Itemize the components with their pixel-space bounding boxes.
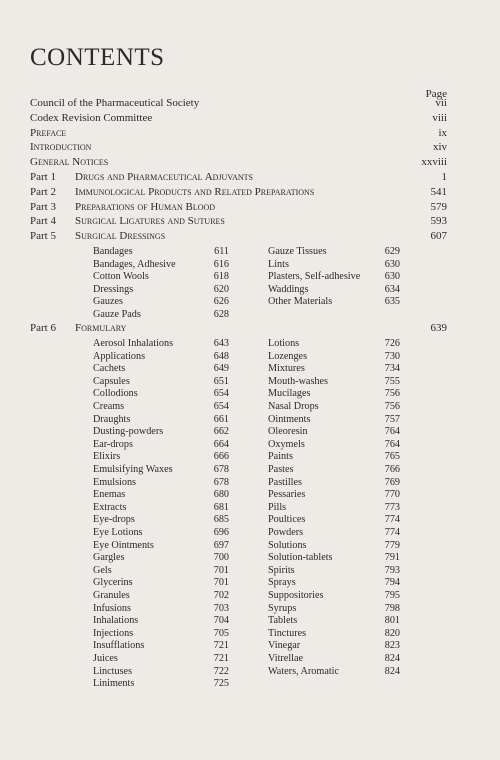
- item-page: 794: [384, 577, 400, 589]
- part6-right-item-17[interactable]: [268, 551, 400, 564]
- part6-right-item-15[interactable]: [268, 526, 400, 539]
- item-page: 628: [213, 309, 229, 320]
- entry-page: xiv: [432, 141, 447, 154]
- entry-title: Surgical Dressings: [75, 230, 166, 243]
- entry-title: General Notices: [30, 156, 109, 169]
- item-page: 654: [213, 401, 229, 412]
- item-page: 769: [384, 476, 400, 488]
- item-page: 725: [213, 678, 229, 690]
- item-page: 630: [384, 271, 400, 283]
- part5-right-item-2[interactable]: [268, 270, 400, 283]
- entry-page: xxviii: [421, 156, 447, 169]
- item-page: 643: [213, 338, 229, 349]
- toc-part-4[interactable]: [30, 214, 450, 229]
- toc-front-2[interactable]: [30, 126, 450, 141]
- item-name: Gauze Pads: [93, 309, 141, 320]
- item-name: Vitrellae: [268, 653, 304, 664]
- part6-left-item-24[interactable]: [93, 639, 229, 652]
- item-name: Bandages, Adhesive: [93, 258, 176, 270]
- item-page: 793: [384, 564, 400, 576]
- item-page: 722: [213, 665, 229, 677]
- item-page: 611: [214, 246, 229, 257]
- part6-right-item-25[interactable]: [268, 652, 400, 665]
- item-page: 649: [213, 363, 229, 375]
- part6-left-item-20[interactable]: [93, 589, 229, 602]
- item-page: 795: [384, 590, 400, 601]
- item-page: 700: [213, 552, 229, 564]
- item-name: Sprays: [268, 577, 296, 589]
- item-name: Infusions: [93, 602, 131, 614]
- toc-part-3[interactable]: [30, 200, 450, 215]
- item-page: 756: [384, 401, 400, 412]
- item-page: 702: [213, 590, 229, 601]
- item-name: Waters, Aromatic: [268, 665, 340, 677]
- part6-left-item-22[interactable]: [93, 614, 229, 627]
- part6-right-item-8[interactable]: [268, 438, 400, 451]
- part-number: Part 2: [30, 185, 56, 198]
- part5-right-item-3[interactable]: [268, 283, 400, 296]
- item-name: Pills: [268, 501, 287, 513]
- item-name: Lotions: [268, 338, 300, 349]
- part6-left-item-18[interactable]: [93, 564, 229, 577]
- part6-right-item-10[interactable]: [268, 463, 400, 476]
- part6-right-item-5[interactable]: [268, 400, 400, 413]
- item-page: 757: [384, 413, 400, 425]
- toc-front-1[interactable]: [30, 111, 450, 126]
- item-name: Paints: [268, 451, 293, 463]
- item-name: Pastes: [268, 464, 294, 475]
- part6-right-item-2[interactable]: [268, 362, 400, 375]
- item-name: Creams: [93, 401, 125, 412]
- item-page: 680: [213, 489, 229, 501]
- item-page: 696: [213, 527, 229, 538]
- part6-left-item-11[interactable]: [93, 476, 229, 489]
- item-name: Glycerins: [93, 577, 133, 589]
- entry-page: 593: [430, 215, 447, 228]
- item-name: Cachets: [93, 363, 126, 375]
- part6-left-item-10[interactable]: [93, 463, 229, 476]
- item-page: 697: [213, 539, 229, 551]
- item-name: Mixtures: [268, 363, 305, 375]
- item-name: Emulsions: [93, 476, 137, 488]
- part5-left-item-0[interactable]: [93, 245, 229, 258]
- entry-title: Council of the Pharmaceutical Society: [30, 97, 200, 109]
- part6-right-item-23[interactable]: [268, 627, 400, 640]
- part6-right-item-18[interactable]: [268, 564, 400, 577]
- item-page: 824: [384, 665, 400, 677]
- item-name: Gargles: [93, 552, 125, 564]
- item-page: 664: [213, 438, 229, 450]
- part6-left-item-6[interactable]: [93, 413, 229, 426]
- item-name: Pastilles: [268, 476, 302, 488]
- entry-title: Immunological Products and Related Preparations: [75, 185, 315, 198]
- item-page: 766: [384, 464, 400, 475]
- item-page: 791: [384, 552, 400, 564]
- part5-left-item-4[interactable]: [93, 295, 229, 308]
- item-name: Waddings: [268, 283, 309, 295]
- item-name: Ear-drops: [93, 438, 133, 450]
- part6-left-item-3[interactable]: [93, 375, 229, 388]
- part6-left-item-17[interactable]: [93, 551, 229, 564]
- item-name: Capsules: [93, 375, 130, 387]
- item-page: 755: [384, 375, 400, 387]
- part6-right-item-11[interactable]: [268, 476, 400, 489]
- item-page: 634: [384, 283, 400, 295]
- part6-left-item-9[interactable]: [93, 450, 229, 463]
- item-page: 701: [213, 577, 229, 589]
- item-page: 770: [384, 489, 400, 501]
- item-page: 721: [213, 640, 229, 652]
- part6-left-item-8[interactable]: [93, 438, 229, 451]
- item-page: 666: [213, 451, 229, 463]
- item-page: 773: [384, 501, 400, 513]
- item-page: 703: [213, 602, 229, 614]
- item-page: 618: [213, 271, 229, 283]
- item-page: 798: [384, 602, 400, 614]
- item-page: 820: [384, 627, 400, 639]
- part-number: Part 6: [30, 322, 56, 334]
- entry-title: Preface: [30, 126, 67, 139]
- item-page: 774: [384, 514, 400, 526]
- toc-front-0[interactable]: [30, 96, 450, 111]
- item-page: 756: [384, 388, 400, 400]
- part6-left-item-0[interactable]: [93, 337, 229, 350]
- item-page: 730: [384, 350, 400, 362]
- item-name: Spirits: [268, 564, 295, 576]
- item-page: 662: [213, 426, 229, 438]
- item-name: Inhalations: [93, 615, 139, 627]
- part6-left-item-4[interactable]: [93, 387, 229, 400]
- item-name: Elixirs: [93, 451, 121, 463]
- item-name: Applications: [93, 350, 146, 362]
- part6-right-item-4[interactable]: [268, 387, 400, 400]
- part5-left-item-3[interactable]: [93, 283, 229, 296]
- part6-left-item-27[interactable]: [93, 677, 229, 690]
- part-number: Part 4: [30, 215, 56, 228]
- item-name: Poultices: [268, 514, 306, 526]
- page-title: CONTENTS: [30, 44, 165, 71]
- item-page: 764: [384, 426, 400, 438]
- entry-page: vii: [435, 97, 447, 109]
- part5-left-item-5[interactable]: [93, 308, 229, 321]
- toc-front-3[interactable]: [30, 140, 450, 155]
- entry-title: Codex Revision Committee: [30, 111, 153, 124]
- item-name: Vinegar: [268, 640, 301, 652]
- item-name: Cotton Wools: [93, 271, 149, 283]
- item-name: Mucilages: [268, 388, 311, 400]
- item-name: Emulsifying Waxes: [93, 464, 173, 475]
- item-page: 620: [213, 283, 229, 295]
- entry-page: 541: [430, 185, 447, 198]
- entry-page: 579: [430, 200, 447, 213]
- item-name: Collodions: [93, 388, 138, 400]
- item-page: 774: [384, 527, 400, 538]
- entry-page: 607: [430, 230, 447, 243]
- part6-left-item-19[interactable]: [93, 576, 229, 589]
- part6-left-item-12[interactable]: [93, 488, 229, 501]
- part6-left-item-15[interactable]: [93, 526, 229, 539]
- part6-right-item-16[interactable]: [268, 539, 400, 552]
- item-name: Draughts: [93, 413, 131, 425]
- item-name: Lozenges: [268, 350, 308, 362]
- part6-right-item-13[interactable]: [268, 501, 400, 514]
- item-page: 681: [213, 501, 229, 513]
- part6-right-item-22[interactable]: [268, 614, 400, 627]
- toc-part-1[interactable]: [30, 170, 450, 185]
- item-name: Gauze Tissues: [268, 246, 327, 257]
- item-name: Gels: [93, 564, 112, 576]
- item-name: Injections: [93, 627, 134, 639]
- item-page: 629: [384, 246, 400, 257]
- item-page: 704: [213, 615, 229, 627]
- item-page: 626: [213, 296, 229, 308]
- part6-left-item-1[interactable]: [93, 350, 229, 363]
- part5-right-item-0[interactable]: [268, 245, 400, 258]
- item-name: Insufflations: [93, 640, 145, 652]
- part6-right-item-9[interactable]: [268, 450, 400, 463]
- item-name: Juices: [93, 653, 118, 664]
- part5-right-item-1[interactable]: [268, 258, 400, 271]
- item-name: Extracts: [93, 501, 127, 513]
- item-name: Eye-drops: [93, 514, 135, 526]
- entry-title: Introduction: [30, 141, 92, 154]
- part6-left-item-14[interactable]: [93, 513, 229, 526]
- part6-left-item-2[interactable]: [93, 362, 229, 375]
- item-name: Linctuses: [93, 665, 133, 677]
- part6-left-item-16[interactable]: [93, 539, 229, 552]
- entry-page: 1: [441, 171, 447, 183]
- part6-left-item-25[interactable]: [93, 652, 229, 665]
- part-number: Part 3: [30, 200, 56, 213]
- item-name: Pessaries: [268, 489, 306, 501]
- toc-part-6[interactable]: [30, 321, 450, 336]
- part6-right-item-26[interactable]: [268, 665, 400, 678]
- item-name: Dusting-powders: [93, 426, 164, 438]
- item-page: 823: [384, 640, 400, 652]
- item-page: 685: [213, 514, 229, 526]
- item-page: 779: [384, 539, 400, 551]
- part6-right-item-20[interactable]: [268, 589, 400, 602]
- part6-right-item-12[interactable]: [268, 488, 400, 501]
- item-name: Ointments: [268, 413, 311, 425]
- item-page: 705: [213, 627, 229, 639]
- part6-left-item-7[interactable]: [93, 425, 229, 438]
- item-page: 765: [384, 451, 400, 463]
- item-name: Bandages: [93, 246, 133, 257]
- toc-front-4[interactable]: [30, 155, 450, 170]
- item-page: 678: [213, 476, 229, 488]
- part6-right-item-21[interactable]: [268, 602, 400, 615]
- item-page: 651: [213, 375, 229, 387]
- entry-page: viii: [432, 111, 447, 124]
- item-name: Other Materials: [268, 296, 333, 308]
- part6-right-item-3[interactable]: [268, 375, 400, 388]
- part6-right-item-14[interactable]: [268, 513, 400, 526]
- part6-left-item-5[interactable]: [93, 400, 229, 413]
- part-number: Part 1: [30, 171, 56, 183]
- item-page: 764: [384, 438, 400, 450]
- item-page: 701: [213, 564, 229, 576]
- item-name: Suppositories: [268, 590, 324, 601]
- toc-part-2[interactable]: [30, 185, 450, 200]
- item-page: 661: [213, 413, 229, 425]
- item-name: Solution-tablets: [268, 552, 333, 564]
- entry-title: Preparations of Human Blood: [75, 200, 216, 213]
- part6-right-item-19[interactable]: [268, 576, 400, 589]
- part6-right-item-1[interactable]: [268, 350, 400, 363]
- item-name: Gauzes: [93, 296, 123, 308]
- item-name: Granules: [93, 590, 130, 601]
- part5-right-item-4[interactable]: [268, 295, 400, 308]
- item-name: Mouth-washes: [268, 375, 328, 387]
- item-name: Oxymels: [268, 438, 305, 450]
- entry-page: 639: [430, 322, 447, 334]
- item-name: Lints: [268, 258, 289, 270]
- entry-page: ix: [438, 126, 447, 139]
- item-page: 824: [384, 653, 400, 664]
- item-page: 721: [213, 653, 229, 664]
- item-name: Liniments: [93, 678, 135, 690]
- page-column-header: Page: [425, 88, 447, 100]
- item-page: 616: [213, 258, 229, 270]
- item-name: Dressings: [93, 283, 134, 295]
- part6-right-item-6[interactable]: [268, 413, 400, 426]
- part6-left-item-21[interactable]: [93, 602, 229, 615]
- item-page: 635: [384, 296, 400, 308]
- item-name: Tinctures: [268, 627, 307, 639]
- item-name: Powders: [268, 527, 304, 538]
- item-name: Enemas: [93, 489, 126, 501]
- entry-title: Formulary: [75, 322, 127, 334]
- item-page: 630: [384, 258, 400, 270]
- part6-right-item-7[interactable]: [268, 425, 400, 438]
- item-page: 726: [384, 338, 400, 349]
- part5-left-item-1[interactable]: [93, 258, 229, 271]
- item-page: 678: [213, 464, 229, 475]
- item-name: Plasters, Self-adhesive: [268, 271, 361, 283]
- item-page: 801: [384, 615, 400, 627]
- item-name: Oleoresin: [268, 426, 308, 438]
- part6-left-item-26[interactable]: [93, 665, 229, 678]
- part6-left-item-23[interactable]: [93, 627, 229, 640]
- item-name: Tablets: [268, 615, 298, 627]
- item-name: Syrups: [268, 602, 297, 614]
- toc-part-5[interactable]: [30, 229, 450, 244]
- part5-left-item-2[interactable]: [93, 270, 229, 283]
- item-page: 734: [384, 363, 400, 375]
- entry-title: Surgical Ligatures and Sutures: [75, 215, 225, 228]
- part-number: Part 5: [30, 230, 56, 243]
- item-name: Aerosol Inhalations: [93, 338, 174, 349]
- item-page: 648: [213, 350, 229, 362]
- item-page: 654: [213, 388, 229, 400]
- part6-left-item-13[interactable]: [93, 501, 229, 514]
- item-name: Nasal Drops: [268, 401, 319, 412]
- part6-right-item-0[interactable]: [268, 337, 400, 350]
- entry-title: Drugs and Pharmaceutical Adjuvants: [75, 171, 253, 183]
- part6-right-item-24[interactable]: [268, 639, 400, 652]
- item-name: Eye Lotions: [93, 527, 143, 538]
- item-name: Eye Ointments: [93, 539, 154, 551]
- item-name: Solutions: [268, 539, 307, 551]
